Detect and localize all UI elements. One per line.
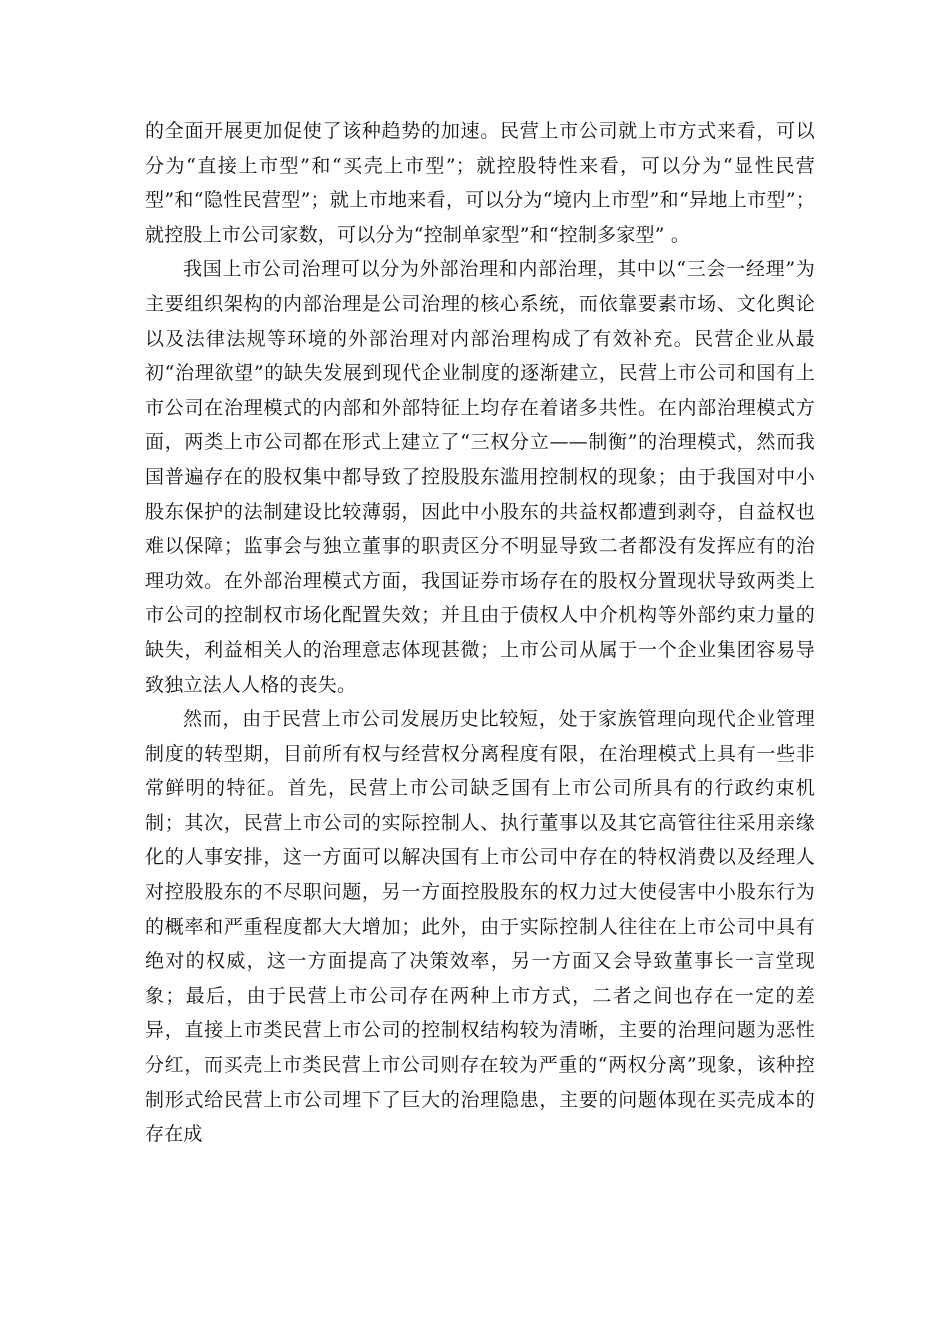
paragraph-private-company-features: 然而，由于民营上市公司发展历史比较短，处于家族管理向现代企业管理制度的转型期，目前所有权与经营权分离程度有限，在治理模式上具有一些非常鲜明的特征。首先，民营上市公司缺乏国有上市公司所具有的行政约束机制；其次，民营上市公司的实际控制人、执行董事以及其它高管往往采用亲缘化的人事安排，这一方面可以解决国有上市公司中存在的特权消费以及经理人对控股股东的不尽职问题，另一方面控股股东的权力过大使侵害中小股东行为的概率和严重程度都大大增加；此外，由于实际控制人往往在上市公司中具有绝对的权威，这一方面提高了决策效率，另一方面又会导致董事长一言堂现象；最后，由于民营上市公司存在两种上市方式，二者之间也存在一定的差异，直接上市类民营上市公司的控制权结构较为清晰，主要的治理问题为恶性分红，而买壳上市类民营上市公司则存在较为严重的“两权分离”现象，该种控制形式给民营上市公司埋下了巨大的治理隐患，主要的问题体现在买壳成本的存在成 <box>145 708 815 1146</box>
body-text <box>145 114 815 1152</box>
paragraph-continuation: 的全面开展更加促使了该种趋势的加速。民营上市公司就上市方式来看，可以分为“直接上市型”和“买壳上市型”；就控股特性来看，可以分为“显性民营型”和“隐性民营型”；就上市地来看，可以分为“境内上市型”和“异地上市型”；就控股上市公司家数，可以分为“控制单家型”和“控制多家型” 。 <box>145 120 815 246</box>
paragraph-governance-overview: 我国上市公司治理可以分为外部治理和内部治理，其中以“三会一经理”为主要组织架构的内部治理是公司治理的核心系统，而依靠要素市场、文化舆论以及法律法规等环境的外部治理对内部治理构成了有效补充。民营企业从最初“治理欲望”的缺失发展到现代企业制度的逐渐建立，民营上市公司和国有上市公司在治理模式的内部和外部特征上均存在着诸多共性。在内部治理模式方面，两类上市公司都在形式上建立了“三权分立——制衡”的治理模式，然而我国普遍存在的股权集中都导致了控股股东滥用控制权的现象；由于我国对中小股东保护的法制建设比较薄弱，因此中小股东的共益权都遭到剥夺，自益权也难以保障；监事会与独立董事的职责区分不明显导致二者都没有发挥应有的治理功效。在外部治理模式方面，我国证券市场存在的股权分置现状导致两类上市公司的控制权市场化配置失效；并且由于债权人中介机构等外部约束力量的缺失，利益相关人的治理意志体现甚微；上市公司从属于一个企业集团容易导致独立法人人格的丧失。 <box>145 258 815 696</box>
